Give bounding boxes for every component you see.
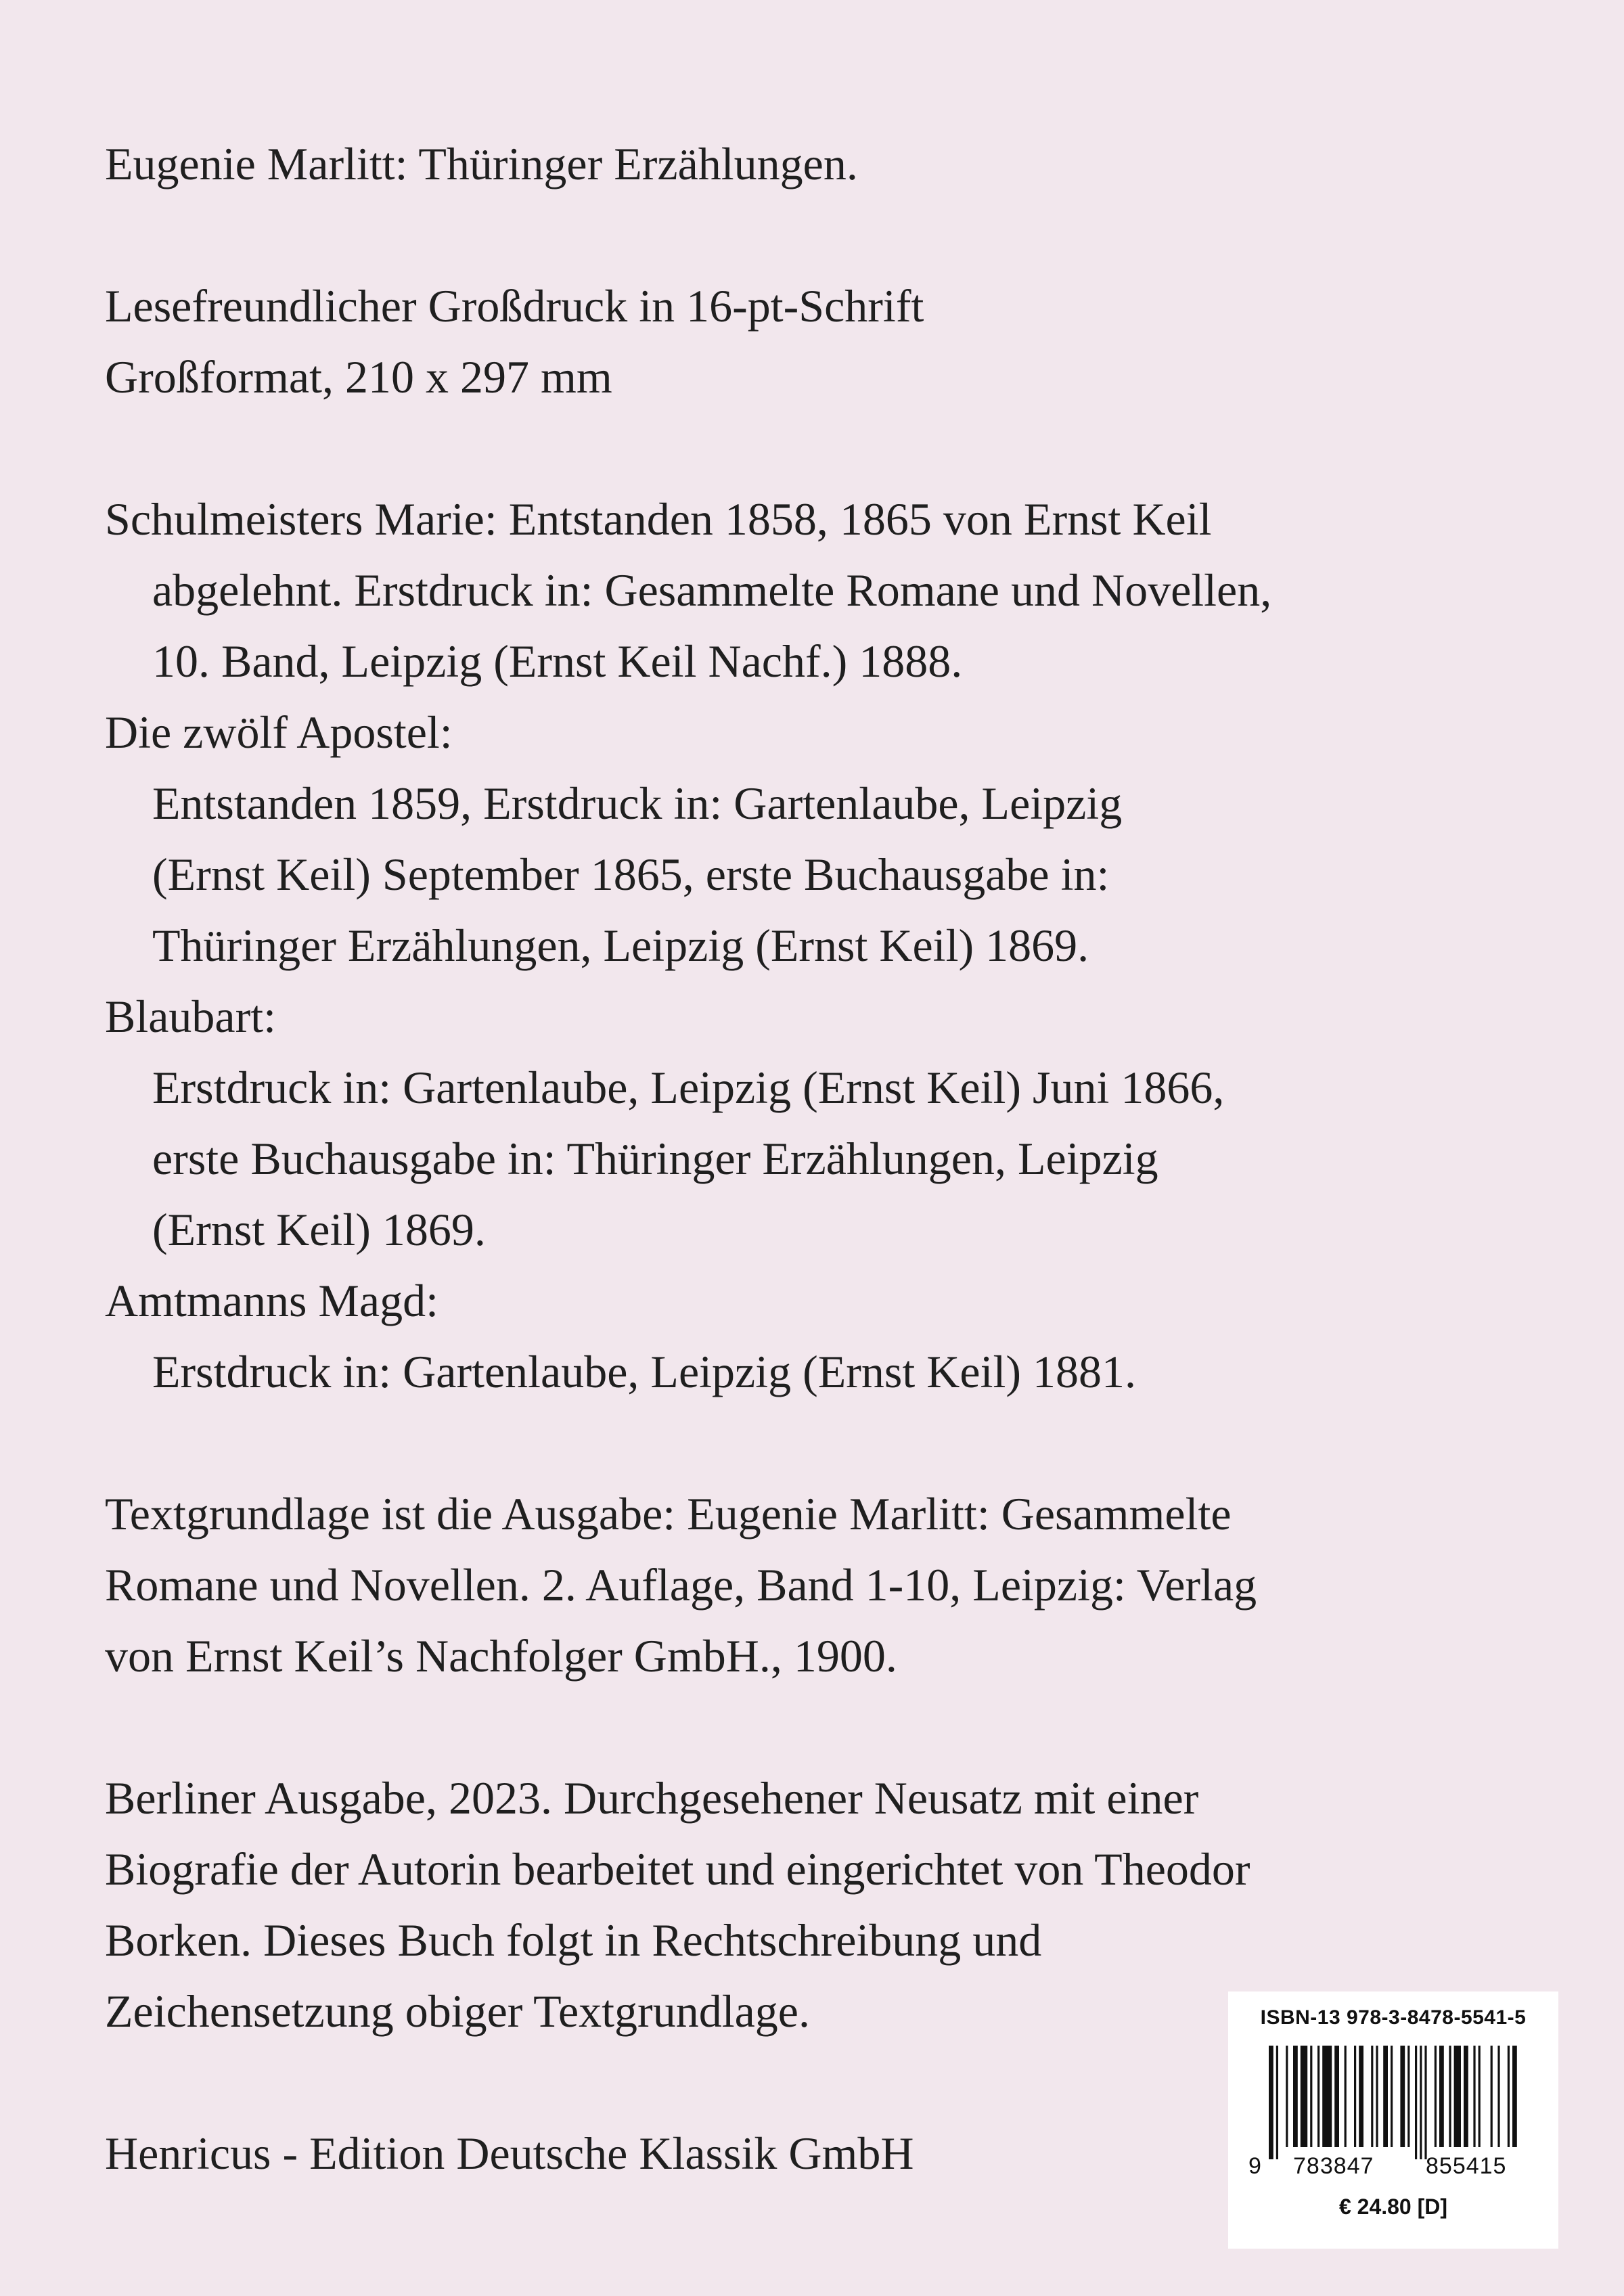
barcode-bar bbox=[1371, 2046, 1373, 2147]
format-line: Großformat, 210 x 297 mm bbox=[105, 351, 612, 403]
barcode-bar bbox=[1454, 2046, 1461, 2147]
barcode-bar bbox=[1293, 2046, 1298, 2147]
barcode-bar bbox=[1420, 2046, 1422, 2159]
entry-blaubart: Blaubart: Erstdruck in: Gartenlaube, Leipzig (Ernst Keil) Juni 1866, erste Buchausgabe in: Thüringer Erzählungen, Leipzig (Ernst Keil) 1869. bbox=[105, 991, 1225, 1255]
barcode-bar bbox=[1322, 2046, 1332, 2147]
book-title: Eugenie Marlitt: Thüringer Erzählungen. bbox=[105, 138, 858, 189]
barcode-bar bbox=[1286, 2046, 1288, 2147]
price-label: € 24.80 [D] bbox=[1338, 2194, 1448, 2219]
barcode-bar bbox=[1449, 2046, 1451, 2147]
barcode-bar bbox=[1276, 2046, 1278, 2159]
barcode-bar bbox=[1439, 2046, 1444, 2147]
entry-amtmanns-magd: Amtmanns Magd: Erstdruck in: Gartenlaube, Leipzig (Ernst Keil) 1881. bbox=[105, 1275, 1136, 1397]
barcode-bar bbox=[1479, 2046, 1481, 2147]
format-info bbox=[105, 271, 1512, 413]
barcode-bar bbox=[1497, 2046, 1499, 2147]
barcode-bar bbox=[1310, 2046, 1312, 2147]
barcode-bar bbox=[1334, 2046, 1339, 2147]
barcode-digits: 9 783847 855415 bbox=[1248, 2153, 1507, 2179]
contents-list bbox=[105, 484, 1512, 1408]
barcode-bar bbox=[1407, 2046, 1409, 2147]
barcode-icon bbox=[1269, 2046, 1518, 2161]
format-line: Lesefreundlicher Großdruck in 16-pt-Schrift bbox=[105, 280, 924, 332]
barcode-bar bbox=[1317, 2046, 1320, 2147]
barcode-bar bbox=[1435, 2046, 1437, 2147]
document-body bbox=[105, 129, 1512, 2189]
barcode-bar bbox=[1424, 2046, 1426, 2159]
barcode-bar bbox=[1473, 2046, 1475, 2147]
entry-die-zwoelf-apostel: Die zwölf Apostel: Entstanden 1859, Erstdruck in: Gartenlaube, Leipzig (Ernst Keil) September 1865, erste Buchausgabe in: Thüringer Erzählungen, Leipzig (Ernst Keil) 1869. bbox=[105, 706, 1123, 971]
entry-schulmeisters-marie: Schulmeisters Marie: Entstanden 1858, 1865 von Ernst Keil abgelehnt. Erstdruck in: Gesammelte Romane und Novellen, 10. Band, Leipzig (Ernst Keil Nachf.) 1888. bbox=[105, 493, 1272, 687]
barcode-bar bbox=[1269, 2046, 1273, 2159]
isbn-number: ISBN-13 978-3-8478-5541-5 bbox=[1260, 2006, 1527, 2029]
barcode-bar bbox=[1354, 2046, 1356, 2147]
isbn-barcode-label bbox=[1228, 1991, 1558, 2249]
barcode-bar bbox=[1512, 2046, 1517, 2147]
barcode-bar bbox=[1359, 2046, 1363, 2147]
barcode-bar bbox=[1383, 2046, 1388, 2147]
barcode-bar bbox=[1491, 2046, 1493, 2147]
publisher-name: Henricus - Edition Deutsche Klassik GmbH bbox=[105, 2128, 914, 2179]
barcode-bar bbox=[1415, 2046, 1417, 2159]
barcode-bar bbox=[1376, 2046, 1378, 2147]
barcode-bar bbox=[1301, 2046, 1307, 2147]
barcode-bar bbox=[1345, 2046, 1347, 2147]
barcode-bar bbox=[1508, 2046, 1510, 2147]
barcode-bar bbox=[1391, 2046, 1393, 2147]
edition-note: Berliner Ausgabe, 2023. Durchgesehener Neusatz mit einer Biografie der Autorin bearbeitet und eingerichtet von Theodor Borken. Dieses Buch folgt in Rechtschreibung und Zeichensetzung obiger Textgrundlage. bbox=[105, 1772, 1250, 2037]
source-note: Textgrundlage ist die Ausgabe: Eugenie Marlitt: Gesammelte Romane und Novellen. 2. Auflage, Band 1-10, Leipzig: Verlag von Ernst Keil’s Nachfolger GmbH., 1900. bbox=[105, 1488, 1257, 1682]
barcode-bar bbox=[1400, 2046, 1405, 2147]
barcode-bar bbox=[1464, 2046, 1468, 2147]
